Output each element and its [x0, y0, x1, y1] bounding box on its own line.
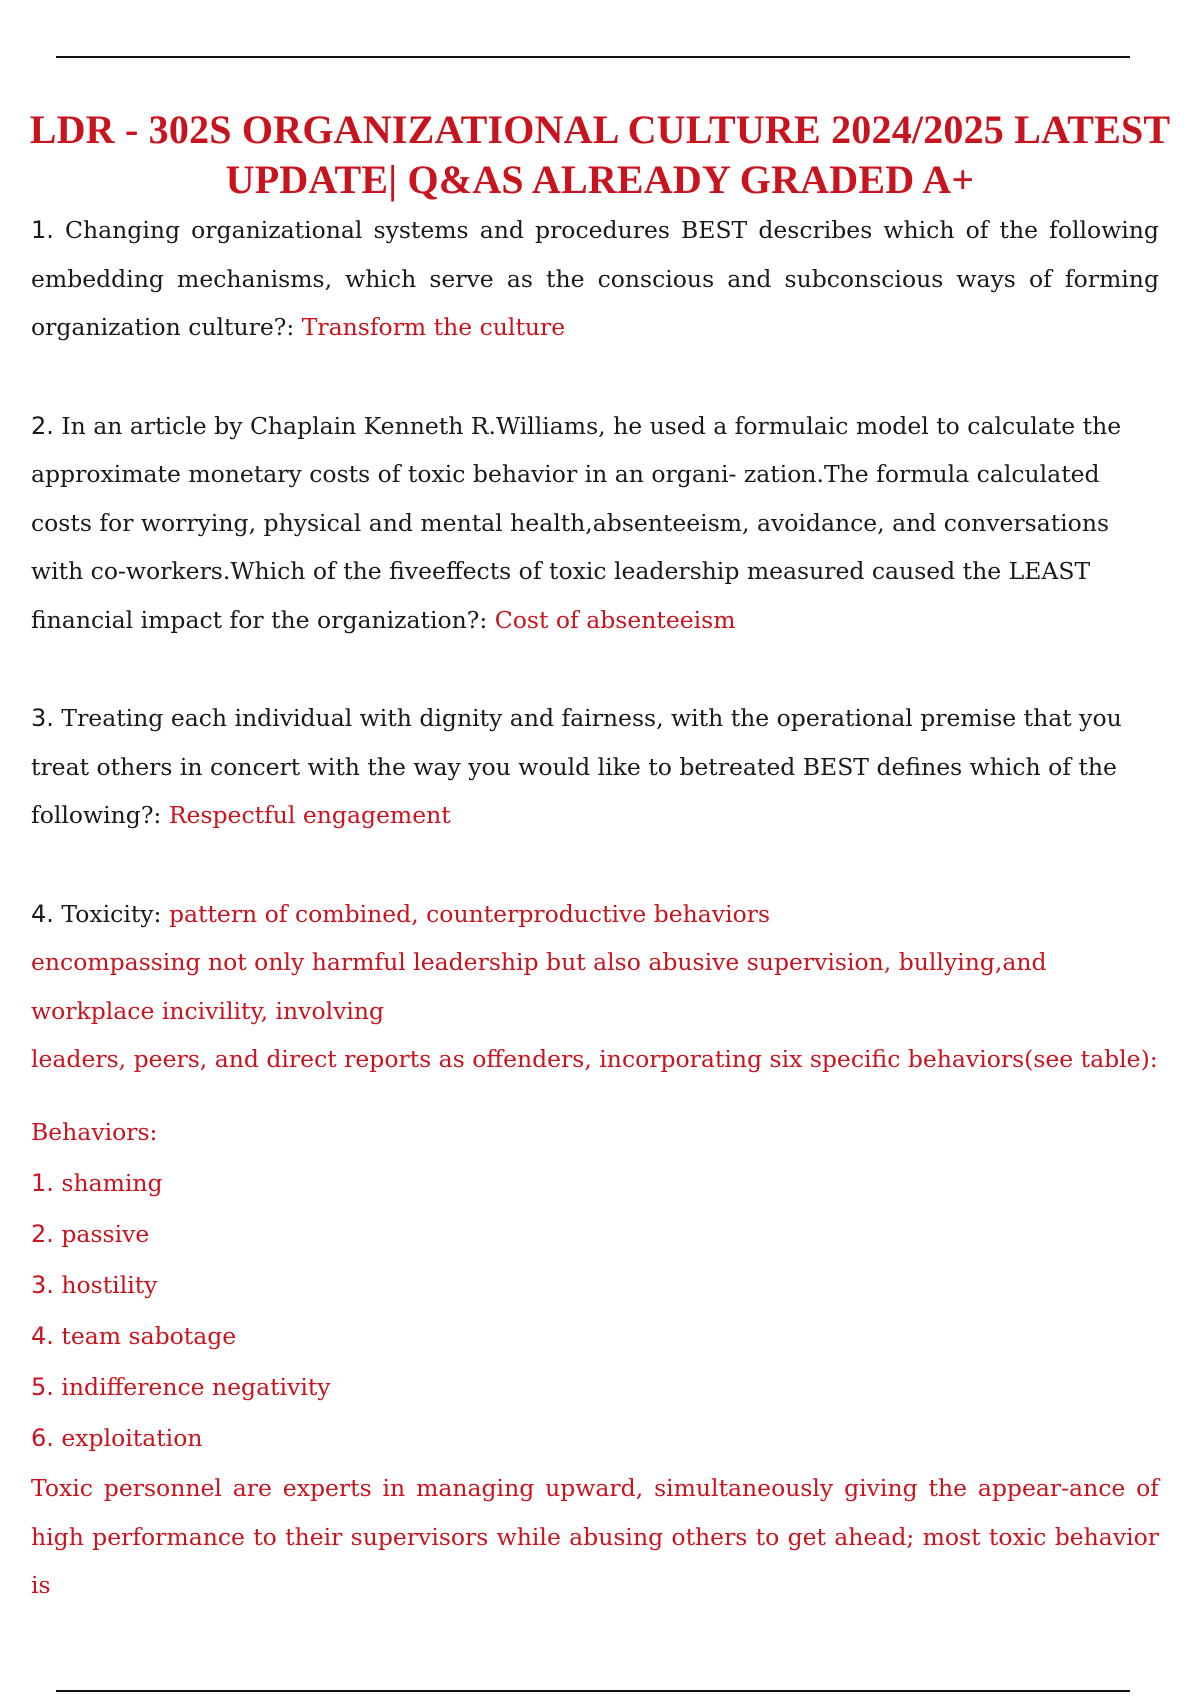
behaviors-list: [31, 1158, 1159, 1464]
question-text: Treating each individual with dignity and fairness, with the operational premise that you treat others in concert with the way you would like to betreated BEST defines which of the following?:: [31, 704, 1122, 829]
question-4: [31, 890, 1159, 939]
answer-text: Cost of absenteeism: [494, 605, 736, 634]
list-item: [31, 1311, 1159, 1362]
title-line-1: LDR - 302S ORGANIZATIONAL CULTURE 2024/2025 LATEST: [29, 107, 1171, 152]
answer-text: pattern of combined, counterproductive behaviors: [168, 899, 771, 928]
list-item-number: 6.: [31, 1424, 54, 1452]
question-number: 3.: [31, 704, 54, 732]
question-2: [31, 402, 1159, 645]
list-item-number: 1.: [31, 1169, 54, 1197]
list-item: [31, 1362, 1159, 1413]
closing-paragraph: Toxic personnel are experts in managing upward, simultaneously giving the appear-ance of high performance to their supervisors while abusing others to get ahead; most toxic behavior is: [31, 1474, 1159, 1599]
top-divider: [56, 56, 1130, 58]
question-number: 2.: [31, 411, 54, 440]
document-body: [31, 206, 1159, 1610]
behaviors-heading: Behaviors:: [31, 1117, 158, 1146]
list-item: [31, 1413, 1159, 1464]
question-3: [31, 694, 1159, 840]
list-item-text: passive: [61, 1220, 150, 1248]
spacer: [31, 352, 1159, 402]
answer-continuation: encompassing not only harmful leadership but also abusive supervision, bullying,and workplace incivility, involving: [31, 948, 1047, 1025]
question-text: Changing organizational systems and procedures BEST describes which of the following embedding mechanisms, which serve as the conscious and subconscious ways of forming organization culture?:: [31, 216, 1159, 341]
list-item-number: 3.: [31, 1271, 54, 1299]
list-item-text: team sabotage: [61, 1322, 237, 1350]
bottom-divider: [56, 1690, 1130, 1692]
list-item-number: 5.: [31, 1373, 54, 1401]
question-1: [31, 206, 1159, 352]
title-line-2: UPDATE| Q&AS ALREADY GRADED A+: [225, 157, 975, 202]
list-item-text: indifference negativity: [61, 1373, 331, 1401]
list-item-text: exploitation: [61, 1424, 203, 1452]
list-item: [31, 1209, 1159, 1260]
question-text: Toxicity:: [61, 899, 162, 928]
list-item: [31, 1260, 1159, 1311]
answer-continuation: leaders, peers, and direct reports as offenders, incorporating six specific behaviors(see table):: [31, 1045, 1158, 1073]
document-title: [20, 105, 1180, 205]
question-number: 4.: [31, 899, 54, 928]
answer-text: Transform the culture: [301, 313, 566, 341]
list-item-text: hostility: [61, 1271, 158, 1299]
list-item: [31, 1158, 1159, 1209]
list-item-number: 4.: [31, 1322, 54, 1350]
question-number: 1.: [31, 216, 54, 244]
answer-text: Respectful engagement: [168, 801, 451, 829]
spacer: [31, 840, 1159, 890]
question-text: In an article by Chaplain Kenneth R.Williams, he used a formulaic model to calculate the approximate monetary costs of toxic behavior in an organi- zation.The formula calculated costs for worrying, physical and mental health,absenteeism, avoidance, and conversations with co-workers.Which of the fiveeffects of toxic leadership measured caused the LEAST financial impact for the organization?:: [31, 411, 1122, 634]
list-item-number: 2.: [31, 1220, 54, 1248]
list-item-text: shaming: [61, 1169, 163, 1197]
spacer: [31, 644, 1159, 694]
